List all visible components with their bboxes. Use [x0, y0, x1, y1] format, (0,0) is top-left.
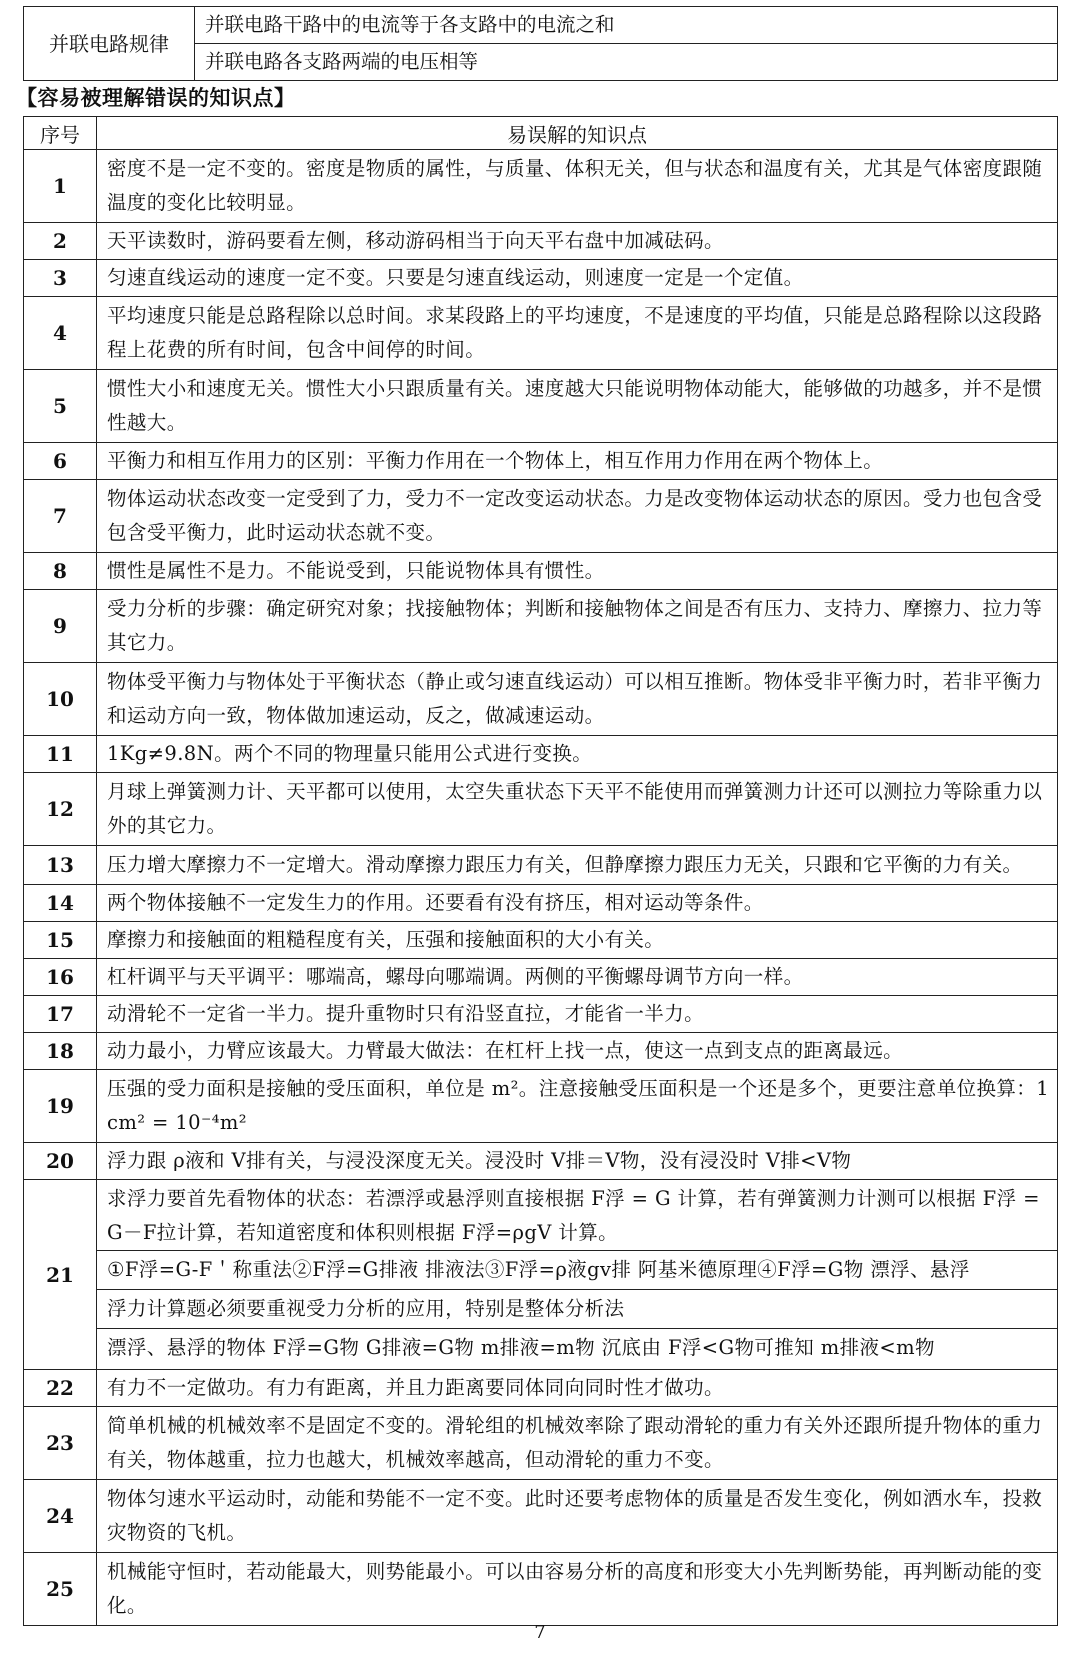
- table-row: [24, 260, 1058, 297]
- row-text: 密度不是一定不变的。密度是物质的属性，与质量、体积无关，但与状态和温度有关，尤其是气体密度跟随温度的变化比较明显。: [97, 150, 1058, 223]
- rule-voltage: 并联电路各支路两端的电压相等: [195, 44, 1058, 81]
- row-text: 压强的受力面积是接触的受压面积，单位是 m²。注意接触受压面积是一个还是多个，更要注意单位换算：1 cm² = 10⁻⁴m²: [97, 1070, 1058, 1143]
- row-text: 简单机械的机械效率不是固定不变的。滑轮组的机械效率除了跟动滑轮的重力有关外还跟所提升物体的重力有关，物体越重，拉力也越大，机械效率越高，但动滑轮的重力不变。: [97, 1407, 1058, 1480]
- header-no: 序号: [24, 117, 97, 150]
- row-number: 17: [24, 996, 97, 1033]
- header-point: 易误解的知识点: [97, 117, 1058, 150]
- row-text: 动力最小，力臂应该最大。力臂最大做法：在杠杆上找一点，使这一点到支点的距离最远。: [97, 1033, 1058, 1070]
- row-number: 16: [24, 959, 97, 996]
- law-label: 并联电路规律: [24, 7, 195, 81]
- page-number: 7: [534, 1622, 546, 1643]
- row-number: 3: [24, 260, 97, 297]
- row-text: 机械能守恒时，若动能最大，则势能最小。可以由容易分析的高度和形变大小先判断势能，再判断动能的变化。: [97, 1553, 1058, 1626]
- row-number: 5: [24, 370, 97, 443]
- table-header-row: [24, 117, 1058, 150]
- row-text: 动滑轮不一定省一半力。提升重物时只有沿竖直拉，才能省一半力。: [97, 996, 1058, 1033]
- row-number: 24: [24, 1480, 97, 1553]
- row-number: 19: [24, 1070, 97, 1143]
- row-number: 20: [24, 1143, 97, 1180]
- row-text: 浮力跟 ρ液和 V排有关，与浸没深度无关。浸没时 V排＝V物，没有浸没时 V排<V物: [97, 1143, 1058, 1180]
- table-row: [24, 1143, 1058, 1180]
- table-row: [24, 297, 1058, 370]
- buoyancy-analysis-line: 浮力计算题必须要重视受力分析的应用，特别是整体分析法: [97, 1289, 1057, 1328]
- row-number: 11: [24, 736, 97, 773]
- table-row: [24, 1407, 1058, 1480]
- row-text: 月球上弹簧测力计、天平都可以使用，太空失重状态下天平不能使用而弹簧测力计还可以测拉力等除重力以外的其它力。: [97, 773, 1058, 846]
- table-row: [24, 223, 1058, 260]
- table-row: [24, 443, 1058, 480]
- buoyancy-float-line: 漂浮、悬浮的物体 F浮=G物 G排液=G物 m排液=m物 沉底由 F浮<G物可推知 m排液<m物: [97, 1328, 1057, 1367]
- table-row: [24, 773, 1058, 846]
- row-number: 8: [24, 553, 97, 590]
- row-number: 2: [24, 223, 97, 260]
- table-row: [24, 996, 1058, 1033]
- table-row: [24, 959, 1058, 996]
- row-text: 匀速直线运动的速度一定不变。只要是匀速直线运动，则速度一定是一个定值。: [97, 260, 1058, 297]
- table-row: [24, 1033, 1058, 1070]
- row-text: 物体受平衡力与物体处于平衡状态（静止或匀速直线运动）可以相互推断。物体受非平衡力时，若非平衡力和运动方向一致，物体做加速运动，反之，做减速运动。: [97, 663, 1058, 736]
- row-text: 压力增大摩擦力不一定增大。滑动摩擦力跟压力有关，但静摩擦力跟压力无关，只跟和它平衡的力有关。: [97, 846, 1058, 885]
- row-number: 25: [24, 1553, 97, 1626]
- row-text: 两个物体接触不一定发生力的作用。还要看有没有挤压，相对运动等条件。: [97, 885, 1058, 922]
- row-number: 15: [24, 922, 97, 959]
- table-row: [24, 736, 1058, 773]
- row-text: 杠杆调平与天平调平：哪端高，螺母向哪端调。两侧的平衡螺母调节方向一样。: [97, 959, 1058, 996]
- row-number: 21: [24, 1180, 97, 1370]
- row-text: 有力不一定做功。有力有距离，并且力距离要同体同向同时性才做功。: [97, 1370, 1058, 1407]
- table-row: [24, 922, 1058, 959]
- row-text: 惯性大小和速度无关。惯性大小只跟质量有关。速度越大只能说明物体动能大，能够做的功越多，并不是惯性越大。: [97, 370, 1058, 443]
- row-text: 1Kg≠9.8N。两个不同的物理量只能用公式进行变换。: [97, 736, 1058, 773]
- row-number: 1: [24, 150, 97, 223]
- table-row: [24, 1370, 1058, 1407]
- table-row: [24, 663, 1058, 736]
- table-row: [24, 885, 1058, 922]
- table-row: [24, 370, 1058, 443]
- table-row: [24, 1180, 1058, 1370]
- row-text: 平均速度只能是总路程除以总时间。求某段路上的平均速度，不是速度的平均值，只能是总路程除以这段路程上花费的所有时间，包含中间停的时间。: [97, 297, 1058, 370]
- table-row: [24, 1553, 1058, 1626]
- buoyancy-formula-line: ①F浮=G-F＇称重法②F浮=G排液 排液法③F浮=ρ液gv排 阿基米德原理④F浮=G物 漂浮、悬浮: [97, 1250, 1057, 1289]
- table-row: [24, 1070, 1058, 1143]
- row-text: 物体匀速水平运动时，动能和势能不一定不变。此时还要考虑物体的质量是否发生变化，例如洒水车，投救灾物资的飞机。: [97, 1480, 1058, 1553]
- table-row: [24, 150, 1058, 223]
- rule-current: 并联电路干路中的电流等于各支路中的电流之和: [195, 7, 1058, 44]
- row-number: 23: [24, 1407, 97, 1480]
- parallel-circuit-table: [23, 6, 1058, 81]
- misconception-table: [23, 116, 1058, 1626]
- row-number: 7: [24, 480, 97, 553]
- row-number: 10: [24, 663, 97, 736]
- row-text: 受力分析的步骤：确定研究对象；找接触物体；判断和接触物体之间是否有压力、支持力、摩擦力、拉力等其它力。: [97, 590, 1058, 663]
- row-text: 摩擦力和接触面的粗糙程度有关，压强和接触面积的大小有关。: [97, 922, 1058, 959]
- row-text: 物体运动状态改变一定受到了力，受力不一定改变运动状态。力是改变物体运动状态的原因。受力也包含受包含受平衡力，此时运动状态就不变。: [97, 480, 1058, 553]
- row-number: 9: [24, 590, 97, 663]
- table-row: [24, 1480, 1058, 1553]
- row-number: 4: [24, 297, 97, 370]
- table-row: [24, 590, 1058, 663]
- row-text-multi: [97, 1180, 1058, 1370]
- section-title: 【容易被理解错误的知识点】: [16, 86, 296, 110]
- row-number: 13: [24, 846, 97, 885]
- row-number: 6: [24, 443, 97, 480]
- row-number: 14: [24, 885, 97, 922]
- row-number: 18: [24, 1033, 97, 1070]
- table-row: [24, 846, 1058, 885]
- row-number: 22: [24, 1370, 97, 1407]
- buoyancy-method-line: 求浮力要首先看物体的状态：若漂浮或悬浮则直接根据 F浮 = G 计算，若有弹簧测力计测可以根据 F浮 = G－F拉计算，若知道密度和体积则根据 F浮=ρgV 计算。: [107, 1187, 1040, 1244]
- table-row: [24, 553, 1058, 590]
- row-text: 惯性是属性不是力。不能说受到，只能说物体具有惯性。: [97, 553, 1058, 590]
- table-row: [24, 480, 1058, 553]
- row-text: 天平读数时，游码要看左侧，移动游码相当于向天平右盘中加减砝码。: [97, 223, 1058, 260]
- row-number: 12: [24, 773, 97, 846]
- row-text: 平衡力和相互作用力的区别：平衡力作用在一个物体上，相互作用力作用在两个物体上。: [97, 443, 1058, 480]
